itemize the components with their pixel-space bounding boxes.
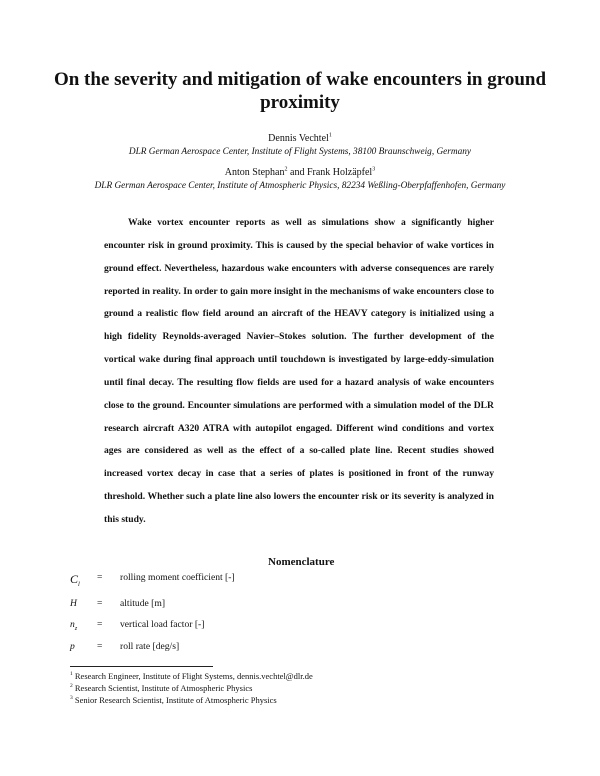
nomenclature-description: rolling moment coefficient [-]	[120, 572, 235, 583]
nomenclature-subscript: l	[78, 580, 80, 588]
author-mark: 3	[372, 166, 376, 173]
author-name: Anton Stephan	[224, 167, 285, 178]
nomenclature-equals: =	[97, 641, 103, 652]
nomenclature-description: altitude [m]	[120, 598, 166, 609]
nomenclature-symbol: $n_z$	[70, 619, 78, 632]
author-line-2	[40, 167, 560, 178]
footnote-mark: 1	[70, 671, 73, 678]
nomenclature-equals: =	[97, 572, 103, 583]
nomenclature-description: vertical load factor [-]	[120, 619, 205, 630]
affiliation-2: DLR German Aerospace Center, Institute of Atmospheric Physics, 82234 Weßling-Oberpfaffenhofen, Germany	[94, 181, 506, 191]
author-name: Dennis Vechtel	[268, 133, 329, 144]
footnote-text: Research Engineer, Institute of Flight Systems, dennis.vechtel@dlr.de	[72, 671, 313, 681]
nomenclature-symbol: H	[70, 598, 77, 609]
affiliation-1: DLR German Aerospace Center, Institute of Flight Systems, 38100 Braunschweig, Germany	[128, 147, 472, 157]
footnote-text: Research Scientist, Institute of Atmospheric Physics	[72, 683, 253, 693]
paper-title: On the severity and mitigation of wake encounters in ground proximity	[53, 69, 547, 113]
footnote-2	[70, 683, 252, 693]
author-name: and Frank Holzäpfel	[287, 167, 373, 178]
footnote-mark: 2	[70, 683, 73, 690]
author-line-1	[40, 133, 560, 144]
author-mark: 2	[284, 166, 288, 173]
footnote-divider	[70, 666, 213, 667]
footnote-1	[70, 671, 313, 681]
footnote-text: Senior Research Scientist, Institute of Atmospheric Physics	[72, 695, 277, 705]
abstract: Wake vortex encounter reports as well as simulations show a significantly higher encounter risk in ground proximity. This is caused by the special behavior of wake vortices in ground effect. Nevertheless, hazardous wake encounters with adverse consequences are rarely reported in reality. In order to gain more insight in the mechanisms of wake encounters close to ground a realistic flow field around an aircraft of the HEAVY category is initialized using a high fidelity Reynolds-averaged Navier–Stokes solution. The further development of the vortical wake during final approach until touchdown is investigated by large-eddy-simulation until final decay. The resulting flow fields are used for a hazard analysis of wake encounters close to the ground. Encounter simulations are performed with a simulation model of the DLR research aircraft A320 ATRA with autopilot engaged. Different wind conditions and vortex ages are considered as well as the effect of a so-called plate line. Recent studies showed increased vortex decay in case that a series of plates is positioned in front of the runway threshold. Whether such a plate line also lowers the encounter risk or its severity is analyzed in this study.	[104, 217, 494, 525]
nomenclature-description: roll rate [deg/s]	[120, 641, 180, 652]
nomenclature-subscript: z	[74, 624, 78, 632]
nomenclature-equals: =	[97, 598, 103, 609]
footnote-3	[70, 695, 277, 705]
author-mark: 1	[328, 132, 332, 139]
nomenclature-equals: =	[97, 619, 103, 630]
nomenclature-symbol: p	[70, 641, 75, 652]
nomenclature-heading: Nomenclature	[268, 556, 335, 568]
footnote-mark: 3	[70, 695, 73, 702]
nomenclature-symbol: $C_l$	[70, 572, 80, 588]
